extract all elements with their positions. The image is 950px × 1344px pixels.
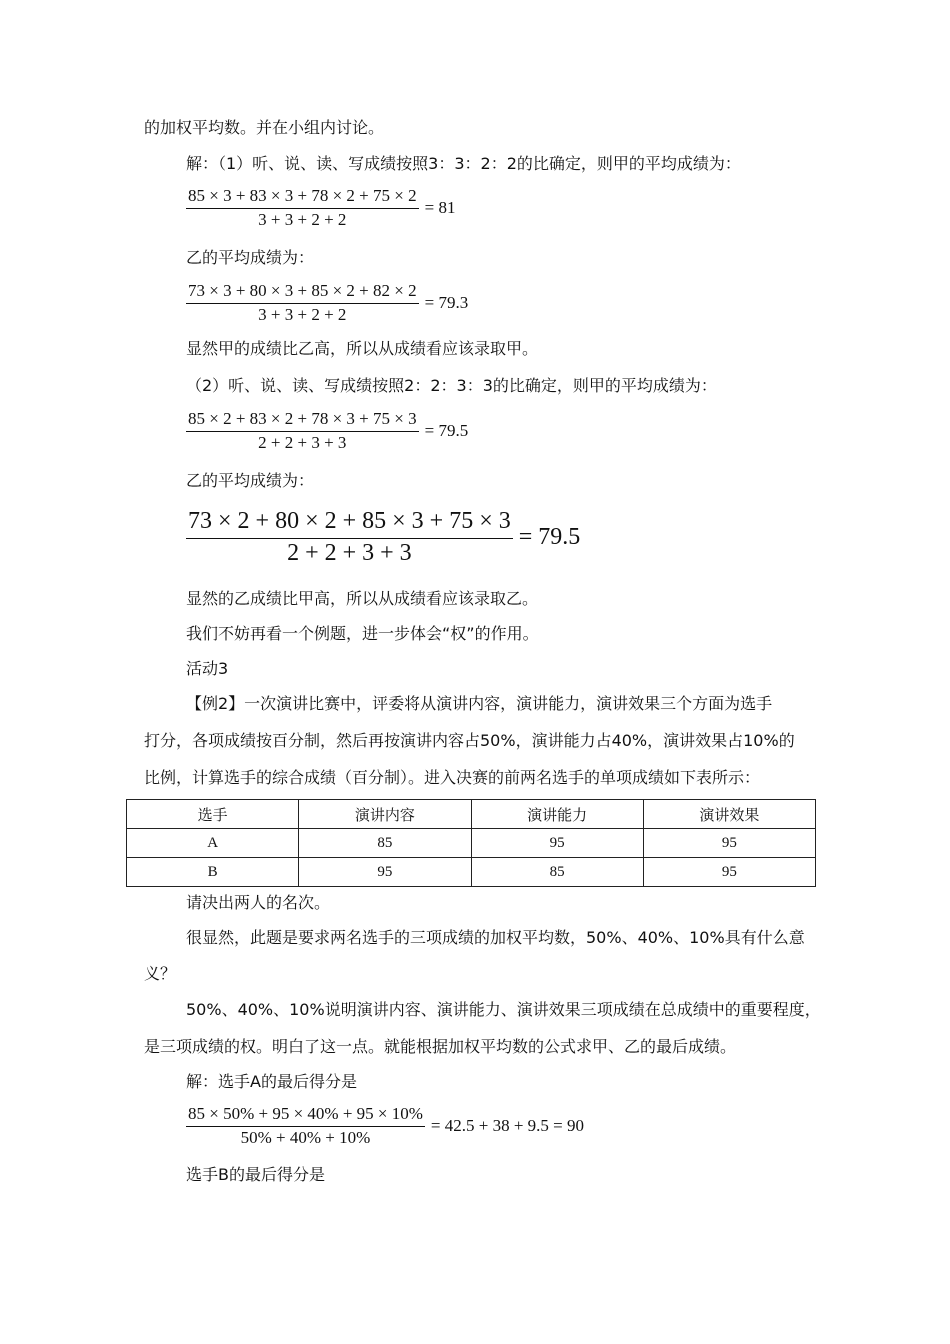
formula-2-denominator: 3 + 3 + 2 + 2: [258, 305, 347, 324]
formula-5-result: = 42.5 + 38 + 9.5 = 90: [430, 1116, 585, 1135]
formula-3-numerator: 85 × 2 + 83 × 2 + 78 × 3 + 75 × 3: [186, 409, 419, 432]
formula-1: [186, 186, 455, 230]
formula-3: [186, 409, 468, 453]
text-line-7: 显然的乙成绩比甲高，所以从成绩看应该录取乙。: [186, 589, 539, 608]
text-line-9: 活动3: [186, 659, 229, 678]
formula-4-denominator: 2 + 2 + 3 + 3: [287, 540, 412, 566]
formula-4: [186, 508, 580, 567]
table-cell: B: [127, 858, 299, 887]
text-line-15: 义？: [144, 964, 177, 983]
text-line-10: 【例2】一次演讲比赛中，评委将从演讲内容，演讲能力，演讲效果三个方面为选手: [186, 694, 773, 713]
text-line-18: 解：选手A的最后得分是: [186, 1072, 357, 1091]
table-cell: 85: [471, 858, 643, 887]
formula-2-numerator: 73 × 3 + 80 × 3 + 85 × 2 + 82 × 2: [186, 281, 419, 304]
text-line-4: 显然甲的成绩比乙高，所以从成绩看应该录取甲。: [186, 339, 539, 358]
table-row: [127, 829, 816, 858]
formula-1-result: = 81: [424, 198, 456, 217]
table-header-cell: 演讲内容: [299, 800, 471, 829]
text-line-17: 是三项成绩的权。明白了这一点。就能根据加权平均数的公式求甲、乙的最后成绩。: [144, 1037, 737, 1056]
text-line-11: 打分，各项成绩按百分制，然后再按演讲内容占50%，演讲能力占40%，演讲效果占10%的: [144, 731, 795, 750]
table-header-cell: 选手: [127, 800, 299, 829]
text-line-19: 选手B的最后得分是: [186, 1165, 325, 1184]
formula-3-denominator: 2 + 2 + 3 + 3: [258, 433, 347, 452]
formula-1-denominator: 3 + 3 + 2 + 2: [258, 210, 347, 229]
text-line-3: 乙的平均成绩为：: [186, 248, 315, 267]
text-line-16: 50%、40%、10%说明演讲内容、演讲能力、演讲效果三项成绩在总成绩中的重要程度，: [186, 1000, 821, 1019]
table-header-cell: 演讲效果: [643, 800, 815, 829]
table-cell: 85: [299, 829, 471, 858]
text-line-14: 很显然，此题是要求两名选手的三项成绩的加权平均数，50%、40%、10%具有什么意: [186, 928, 805, 947]
table-row: [127, 858, 816, 887]
text-line-2: 解：（1）听、说、读、写成绩按照3：3：2：2的比确定，则甲的平均成绩为：: [186, 154, 741, 173]
table-cell: 95: [471, 829, 643, 858]
table-cell: 95: [643, 829, 815, 858]
table-cell: 95: [643, 858, 815, 887]
formula-5-numerator: 85 × 50% + 95 × 40% + 95 × 10%: [186, 1104, 425, 1127]
formula-1-numerator: 85 × 3 + 83 × 3 + 78 × 2 + 75 × 2: [186, 186, 419, 209]
text-line-5: （2）听、说、读、写成绩按照2：2：3：3的比确定，则甲的平均成绩为：: [186, 376, 717, 395]
formula-4-numerator: 73 × 2 + 80 × 2 + 85 × 3 + 75 × 3: [186, 508, 513, 539]
formula-2: [186, 281, 468, 325]
scores-table: [126, 799, 816, 887]
table-header-cell: 演讲能力: [471, 800, 643, 829]
table-cell: A: [127, 829, 299, 858]
formula-3-result: = 79.5: [424, 421, 469, 440]
formula-4-result: = 79.5: [518, 524, 581, 550]
text-line-6: 乙的平均成绩为：: [186, 471, 315, 490]
text-line-8: 我们不妨再看一个例题，进一步体会“权”的作用。: [186, 624, 539, 643]
formula-5: [186, 1104, 584, 1148]
formula-5-denominator: 50% + 40% + 10%: [240, 1128, 371, 1147]
table-header-row: [127, 800, 816, 829]
text-line-13: 请决出两人的名次。: [186, 893, 331, 912]
formula-2-result: = 79.3: [424, 293, 469, 312]
text-line-1: 的加权平均数。并在小组内讨论。: [144, 118, 385, 137]
text-line-12: 比例，计算选手的综合成绩（百分制）。进入决赛的前两名选手的单项成绩如下表所示：: [144, 768, 761, 787]
table-cell: 95: [299, 858, 471, 887]
